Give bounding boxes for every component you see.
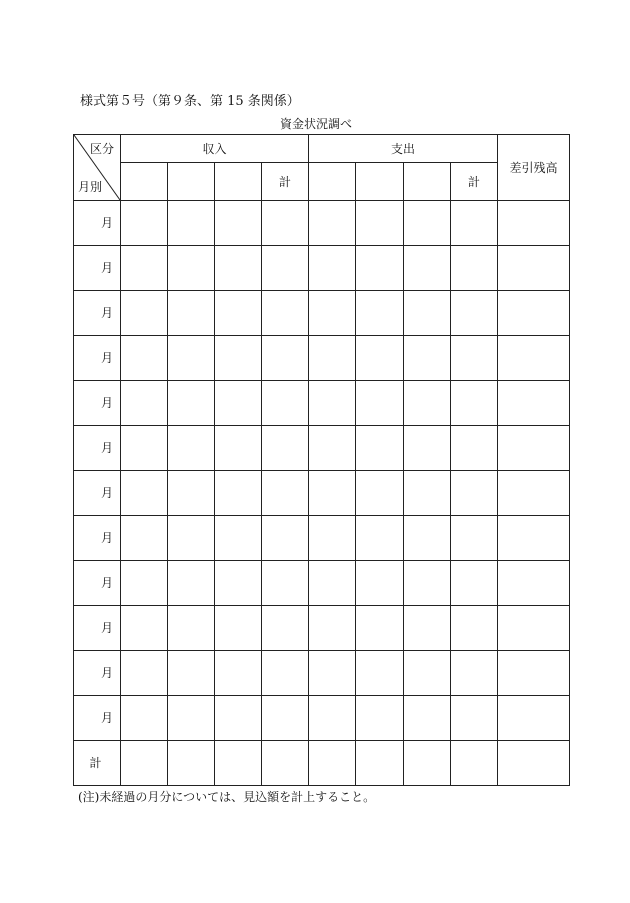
balance-cell <box>498 606 570 651</box>
income-cell <box>168 561 215 606</box>
balance-cell <box>498 651 570 696</box>
table-row <box>74 336 570 381</box>
income-cell <box>121 561 168 606</box>
expense-subheader-cell <box>309 163 356 201</box>
expense-cell <box>356 651 404 696</box>
table-row <box>74 381 570 426</box>
expense-cell <box>309 471 356 516</box>
month-row-label: 月 <box>74 561 121 606</box>
balance-cell <box>498 741 570 786</box>
table-row <box>74 426 570 471</box>
income-cell <box>168 201 215 246</box>
expense-cell <box>356 426 404 471</box>
income-cell <box>168 696 215 741</box>
expense-total-cell <box>451 291 498 336</box>
form-title: 資金状況調べ <box>279 117 352 131</box>
income-cell <box>168 291 215 336</box>
income-cell <box>215 561 262 606</box>
expense-cell <box>404 741 451 786</box>
income-cell <box>215 471 262 516</box>
expense-total-cell <box>451 336 498 381</box>
table-row <box>74 516 570 561</box>
expense-header: 支出 <box>309 135 498 163</box>
table-row <box>74 561 570 606</box>
income-total-cell <box>262 471 309 516</box>
balance-header: 差引残高 <box>498 135 570 201</box>
expense-total-cell <box>451 561 498 606</box>
expense-cell <box>404 606 451 651</box>
expense-total-cell <box>451 426 498 471</box>
expense-cell <box>404 696 451 741</box>
expense-total-cell <box>451 696 498 741</box>
income-cell <box>168 606 215 651</box>
income-cell <box>215 201 262 246</box>
month-row-label: 月 <box>74 426 121 471</box>
expense-cell <box>404 561 451 606</box>
income-total-cell <box>262 651 309 696</box>
month-row-label: 月 <box>74 696 121 741</box>
balance-cell <box>498 246 570 291</box>
income-cell <box>168 336 215 381</box>
income-total-cell <box>262 291 309 336</box>
total-row-label: 計 <box>74 741 121 786</box>
month-label-header: 月別 <box>78 180 103 194</box>
income-total-cell <box>262 246 309 291</box>
month-row-label: 月 <box>74 606 121 651</box>
income-total-cell <box>262 516 309 561</box>
expense-cell <box>309 696 356 741</box>
expense-cell <box>356 201 404 246</box>
income-cell <box>168 516 215 561</box>
income-cell <box>168 651 215 696</box>
income-cell <box>121 741 168 786</box>
income-cell <box>168 246 215 291</box>
month-row-label: 月 <box>74 291 121 336</box>
income-cell <box>168 741 215 786</box>
table-body <box>74 201 570 786</box>
income-cell <box>121 426 168 471</box>
balance-cell <box>498 696 570 741</box>
footnote: (注)未経過の月分については、見込額を計上すること。 <box>78 790 376 804</box>
income-total-cell <box>262 426 309 471</box>
expense-cell <box>404 516 451 561</box>
expense-cell <box>356 471 404 516</box>
expense-cell <box>404 336 451 381</box>
income-cell <box>121 201 168 246</box>
category-label: 区分 <box>89 142 114 156</box>
income-cell <box>168 381 215 426</box>
income-cell <box>121 336 168 381</box>
expense-total-cell <box>451 381 498 426</box>
expense-cell <box>309 741 356 786</box>
income-total-cell <box>262 561 309 606</box>
expense-cell <box>356 246 404 291</box>
expense-cell <box>309 291 356 336</box>
income-total-cell <box>262 381 309 426</box>
income-cell <box>121 291 168 336</box>
income-subheader-cell <box>168 163 215 201</box>
income-total-cell <box>262 696 309 741</box>
income-cell <box>215 291 262 336</box>
income-cell <box>215 696 262 741</box>
month-row-label: 月 <box>74 471 121 516</box>
expense-subheader-cell <box>356 163 404 201</box>
income-total-cell <box>262 336 309 381</box>
table-row <box>74 246 570 291</box>
income-subheader-cell <box>215 163 262 201</box>
balance-cell <box>498 381 570 426</box>
month-row-label: 月 <box>74 201 121 246</box>
expense-cell <box>309 516 356 561</box>
income-subheader-cell <box>121 163 168 201</box>
table-row <box>74 291 570 336</box>
income-cell <box>215 606 262 651</box>
expense-cell <box>356 516 404 561</box>
income-cell <box>121 471 168 516</box>
income-cell <box>215 381 262 426</box>
expense-cell <box>356 741 404 786</box>
income-cell <box>168 426 215 471</box>
income-cell <box>121 606 168 651</box>
expense-cell <box>309 201 356 246</box>
income-cell <box>121 696 168 741</box>
expense-total-cell <box>451 516 498 561</box>
balance-cell <box>498 291 570 336</box>
balance-cell <box>498 336 570 381</box>
income-cell <box>215 246 262 291</box>
expense-total-cell <box>451 471 498 516</box>
expense-cell <box>309 426 356 471</box>
expense-total-cell <box>451 246 498 291</box>
income-cell <box>168 471 215 516</box>
expense-cell <box>404 651 451 696</box>
balance-cell <box>498 561 570 606</box>
expense-cell <box>404 246 451 291</box>
income-cell <box>215 741 262 786</box>
expense-total-header: 計 <box>451 163 498 201</box>
table-row <box>74 651 570 696</box>
income-cell <box>215 426 262 471</box>
income-total-cell <box>262 201 309 246</box>
expense-cell <box>309 336 356 381</box>
header-row-1 <box>74 135 570 163</box>
expense-cell <box>309 606 356 651</box>
expense-cell <box>309 561 356 606</box>
income-cell <box>121 516 168 561</box>
income-cell <box>215 651 262 696</box>
expense-cell <box>404 381 451 426</box>
income-cell <box>121 246 168 291</box>
balance-cell <box>498 516 570 561</box>
expense-cell <box>356 381 404 426</box>
expense-cell <box>356 696 404 741</box>
income-cell <box>121 381 168 426</box>
month-row-label: 月 <box>74 336 121 381</box>
balance-cell <box>498 201 570 246</box>
fund-status-table <box>73 134 570 786</box>
income-cell <box>215 516 262 561</box>
table-row <box>74 741 570 786</box>
expense-cell <box>356 291 404 336</box>
month-row-label: 月 <box>74 516 121 561</box>
form-number: 様式第５号（第９条、第 15 条関係） <box>80 94 300 109</box>
table-row <box>74 471 570 516</box>
balance-cell <box>498 471 570 516</box>
expense-cell <box>404 471 451 516</box>
expense-cell <box>356 336 404 381</box>
balance-cell <box>498 426 570 471</box>
expense-subheader-cell <box>404 163 451 201</box>
income-cell <box>121 651 168 696</box>
month-row-label: 月 <box>74 381 121 426</box>
expense-cell <box>356 561 404 606</box>
income-cell <box>215 336 262 381</box>
expense-cell <box>309 381 356 426</box>
corner-header-cell <box>74 135 121 201</box>
table-row <box>74 606 570 651</box>
income-header: 収入 <box>121 135 309 163</box>
header-row-2 <box>74 163 570 201</box>
expense-total-cell <box>451 606 498 651</box>
month-row-label: 月 <box>74 246 121 291</box>
table-row <box>74 201 570 246</box>
table-row <box>74 696 570 741</box>
expense-cell <box>404 291 451 336</box>
income-total-cell <box>262 741 309 786</box>
month-row-label: 月 <box>74 651 121 696</box>
expense-cell <box>309 246 356 291</box>
expense-total-cell <box>451 741 498 786</box>
income-total-cell <box>262 606 309 651</box>
expense-cell <box>404 201 451 246</box>
expense-cell <box>404 426 451 471</box>
income-total-header: 計 <box>262 163 309 201</box>
expense-total-cell <box>451 651 498 696</box>
expense-cell <box>309 651 356 696</box>
expense-cell <box>356 606 404 651</box>
expense-total-cell <box>451 201 498 246</box>
